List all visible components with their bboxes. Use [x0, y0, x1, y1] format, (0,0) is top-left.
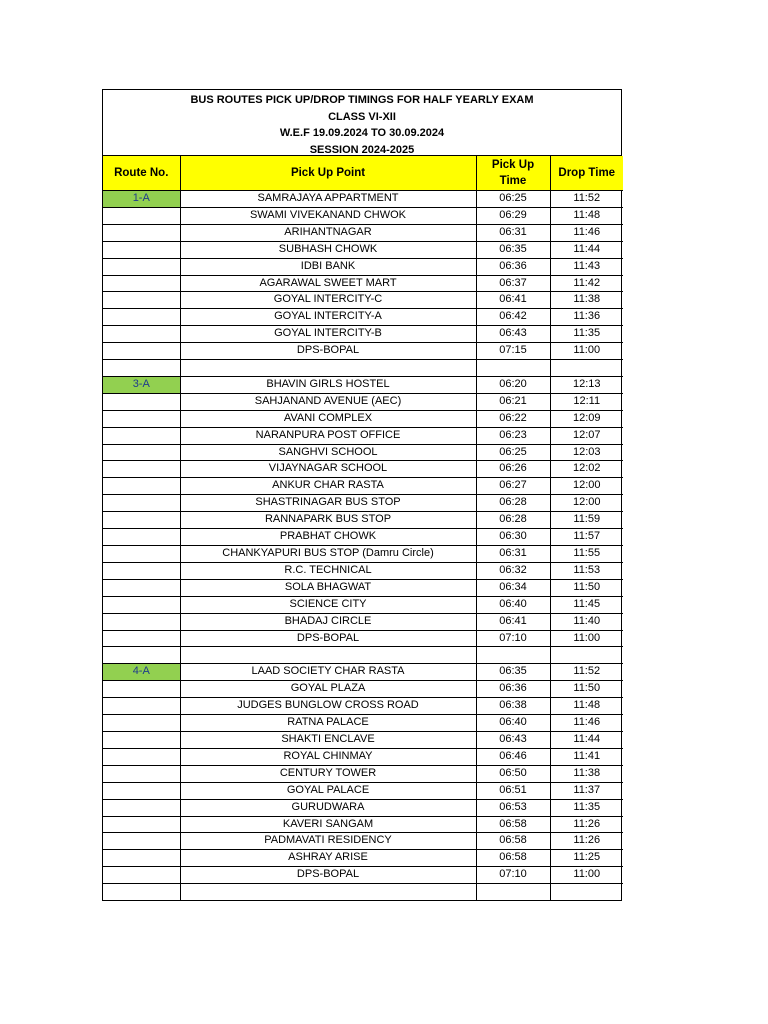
- pickup-point-cell: SOLA BHAGWAT: [180, 579, 476, 596]
- route-no-cell: [103, 647, 180, 664]
- route-rows: [103, 191, 623, 901]
- column-header-row: [103, 156, 623, 191]
- drop-time-cell: 11:48: [550, 698, 623, 715]
- drop-time-cell: 11:25: [550, 850, 623, 867]
- table-row: [103, 495, 623, 512]
- pickup-time-cell: 06:21: [476, 393, 550, 410]
- route-table: [103, 156, 623, 900]
- route-no-cell: [103, 393, 180, 410]
- pickup-time-cell: 06:23: [476, 427, 550, 444]
- drop-time-cell: 11:52: [550, 664, 623, 681]
- pickup-time-cell: 06:30: [476, 529, 550, 546]
- table-row: [103, 562, 623, 579]
- route-no-cell: [103, 698, 180, 715]
- drop-time-cell: 11:50: [550, 579, 623, 596]
- route-no-cell: [103, 799, 180, 816]
- drop-time-cell: 11:46: [550, 715, 623, 732]
- pickup-time-cell: 06:28: [476, 512, 550, 529]
- table-row: [103, 664, 623, 681]
- pickup-point-cell: DPS-BOPAL: [180, 867, 476, 884]
- route-no-cell: [103, 765, 180, 782]
- pickup-time-cell: 07:10: [476, 867, 550, 884]
- drop-time-cell: 12:03: [550, 444, 623, 461]
- pickup-time-cell: 06:22: [476, 410, 550, 427]
- table-row: [103, 884, 623, 900]
- table-row: [103, 867, 623, 884]
- route-no-cell: [103, 833, 180, 850]
- drop-time-header: Drop Time: [550, 156, 623, 191]
- drop-time-cell: 11:44: [550, 241, 623, 258]
- pickup-time-cell: 06:25: [476, 444, 550, 461]
- drop-time-cell: 11:46: [550, 224, 623, 241]
- route-no-cell: [103, 478, 180, 495]
- drop-time-cell: 11:45: [550, 596, 623, 613]
- pickup-point-cell: ANKUR CHAR RASTA: [180, 478, 476, 495]
- drop-time-cell: 11:48: [550, 207, 623, 224]
- pickup-time-cell: 06:35: [476, 241, 550, 258]
- table-row: [103, 309, 623, 326]
- pickup-point-cell: JUDGES BUNGLOW CROSS ROAD: [180, 698, 476, 715]
- drop-time-cell: [550, 647, 623, 664]
- route-no-cell: 1-A: [103, 191, 180, 208]
- route-no-cell: [103, 343, 180, 360]
- pickup-time-cell: [476, 647, 550, 664]
- pickup-time-cell: 06:40: [476, 715, 550, 732]
- pickup-time-cell: 06:37: [476, 275, 550, 292]
- drop-time-cell: 12:00: [550, 478, 623, 495]
- pickup-point-cell: DPS-BOPAL: [180, 630, 476, 647]
- drop-time-cell: 11:43: [550, 258, 623, 275]
- pickup-time-cell: 06:36: [476, 681, 550, 698]
- route-no-cell: [103, 275, 180, 292]
- table-row: [103, 207, 623, 224]
- route-no-cell: [103, 529, 180, 546]
- route-no-cell: [103, 715, 180, 732]
- drop-time-cell: 11:44: [550, 731, 623, 748]
- drop-time-cell: [550, 360, 623, 377]
- pickup-point-cell: GOYAL INTERCITY-B: [180, 326, 476, 343]
- pickup-time-cell: 06:41: [476, 292, 550, 309]
- table-row: [103, 715, 623, 732]
- table-row: [103, 444, 623, 461]
- table-row: [103, 782, 623, 799]
- pickup-point-cell: AGARAWAL SWEET MART: [180, 275, 476, 292]
- drop-time-cell: 12:00: [550, 495, 623, 512]
- pickup-point-cell: SAMRAJAYA APPARTMENT: [180, 191, 476, 208]
- route-no-cell: [103, 360, 180, 377]
- pickup-time-header: [476, 156, 550, 191]
- pickup-point-cell: PRABHAT CHOWK: [180, 529, 476, 546]
- pickup-point-cell: PADMAVATI RESIDENCY: [180, 833, 476, 850]
- pickup-time-cell: 06:50: [476, 765, 550, 782]
- drop-time-cell: 11:37: [550, 782, 623, 799]
- drop-time-cell: 11:42: [550, 275, 623, 292]
- route-no-cell: [103, 461, 180, 478]
- pickup-time-cell: 06:32: [476, 562, 550, 579]
- table-row: [103, 427, 623, 444]
- pickup-point-cell: ASHRAY ARISE: [180, 850, 476, 867]
- route-no-cell: [103, 867, 180, 884]
- table-row: [103, 512, 623, 529]
- route-no-cell: [103, 731, 180, 748]
- pickup-time-cell: 07:15: [476, 343, 550, 360]
- drop-time-cell: 11:26: [550, 816, 623, 833]
- route-no-cell: [103, 258, 180, 275]
- table-row: [103, 275, 623, 292]
- route-no-cell: [103, 579, 180, 596]
- pickup-time-cell: 06:58: [476, 816, 550, 833]
- session-line: SESSION 2024-2025: [309, 143, 415, 156]
- pickup-time-cell: 06:51: [476, 782, 550, 799]
- pickup-time-cell: 06:38: [476, 698, 550, 715]
- table-row: [103, 258, 623, 275]
- title-block: [103, 90, 621, 156]
- pickup-time-cell: 06:20: [476, 376, 550, 393]
- drop-time-cell: 11:38: [550, 292, 623, 309]
- pickup-point-cell: GOYAL PLAZA: [180, 681, 476, 698]
- table-row: [103, 647, 623, 664]
- pickup-time-cell: 07:10: [476, 630, 550, 647]
- pickup-time-cell: 06:40: [476, 596, 550, 613]
- pickup-point-cell: SANGHVI SCHOOL: [180, 444, 476, 461]
- timetable-sheet: [102, 89, 622, 901]
- pickup-point-cell: GURUDWARA: [180, 799, 476, 816]
- pickup-time-cell: 06:58: [476, 833, 550, 850]
- pickup-point-cell: SAHJANAND AVENUE (AEC): [180, 393, 476, 410]
- drop-time-cell: 11:55: [550, 546, 623, 563]
- pickup-time-cell: 06:36: [476, 258, 550, 275]
- table-row: [103, 579, 623, 596]
- pickup-point-cell: BHADAJ CIRCLE: [180, 613, 476, 630]
- pickup-point-cell: [180, 647, 476, 664]
- drop-time-cell: 11:35: [550, 326, 623, 343]
- drop-time-cell: 11:26: [550, 833, 623, 850]
- route-no-cell: [103, 562, 180, 579]
- pickup-point-cell: NARANPURA POST OFFICE: [180, 427, 476, 444]
- pickup-point-cell: IDBI BANK: [180, 258, 476, 275]
- pickup-point-cell: VIJAYNAGAR SCHOOL: [180, 461, 476, 478]
- pickup-time-cell: 06:43: [476, 731, 550, 748]
- drop-time-cell: 11:53: [550, 562, 623, 579]
- table-row: [103, 224, 623, 241]
- table-row: [103, 816, 623, 833]
- pickup-time-cell: 06:31: [476, 546, 550, 563]
- pickup-point-header: Pick Up Point: [180, 156, 476, 191]
- table-row: [103, 698, 623, 715]
- pickup-point-cell: GOYAL PALACE: [180, 782, 476, 799]
- drop-time-cell: 11:36: [550, 309, 623, 326]
- table-row: [103, 241, 623, 258]
- pickup-time-cell: 06:29: [476, 207, 550, 224]
- drop-time-cell: 12:11: [550, 393, 623, 410]
- pickup-point-cell: GOYAL INTERCITY-C: [180, 292, 476, 309]
- route-no-cell: [103, 596, 180, 613]
- drop-time-cell: 11:41: [550, 748, 623, 765]
- pickup-point-cell: SHASTRINAGAR BUS STOP: [180, 495, 476, 512]
- route-no-cell: [103, 850, 180, 867]
- pickup-time-header-line2: Time: [499, 175, 527, 187]
- date-range-line: W.E.F 19.09.2024 TO 30.09.2024: [279, 127, 445, 139]
- drop-time-cell: 11:00: [550, 343, 623, 360]
- route-no-cell: [103, 495, 180, 512]
- pickup-point-cell: [180, 360, 476, 377]
- pickup-time-cell: 06:58: [476, 850, 550, 867]
- table-row: [103, 478, 623, 495]
- route-no-cell: [103, 630, 180, 647]
- route-no-cell: [103, 681, 180, 698]
- table-row: [103, 681, 623, 698]
- pickup-point-cell: SHAKTI ENCLAVE: [180, 731, 476, 748]
- pickup-time-cell: 06:35: [476, 664, 550, 681]
- route-no-cell: [103, 512, 180, 529]
- pickup-time-cell: 06:34: [476, 579, 550, 596]
- route-no-cell: [103, 309, 180, 326]
- pickup-point-cell: CENTURY TOWER: [180, 765, 476, 782]
- table-row: [103, 360, 623, 377]
- table-row: [103, 596, 623, 613]
- table-row: [103, 799, 623, 816]
- table-row: [103, 393, 623, 410]
- pickup-point-cell: SCIENCE CITY: [180, 596, 476, 613]
- table-row: [103, 529, 623, 546]
- pickup-point-cell: RANNAPARK BUS STOP: [180, 512, 476, 529]
- route-no-cell: [103, 444, 180, 461]
- pickup-time-header-line1: Pick Up: [491, 159, 535, 171]
- route-no-cell: [103, 613, 180, 630]
- drop-time-cell: 11:50: [550, 681, 623, 698]
- route-no-cell: [103, 207, 180, 224]
- pickup-point-cell: R.C. TECHNICAL: [180, 562, 476, 579]
- drop-time-cell: 11:35: [550, 799, 623, 816]
- pickup-time-cell: 06:42: [476, 309, 550, 326]
- class-line: CLASS VI-XII: [328, 110, 396, 123]
- pickup-time-cell: [476, 360, 550, 377]
- route-no-cell: [103, 224, 180, 241]
- route-no-cell: [103, 782, 180, 799]
- route-no-cell: 3-A: [103, 376, 180, 393]
- table-row: [103, 850, 623, 867]
- table-row: [103, 765, 623, 782]
- drop-time-cell: 12:02: [550, 461, 623, 478]
- pickup-point-cell: BHAVIN GIRLS HOSTEL: [180, 376, 476, 393]
- pickup-time-cell: 06:46: [476, 748, 550, 765]
- pickup-point-cell: ARIHANTNAGAR: [180, 224, 476, 241]
- route-no-cell: [103, 546, 180, 563]
- pickup-time-cell: [476, 884, 550, 900]
- table-row: [103, 613, 623, 630]
- pickup-point-cell: SWAMI VIVEKANAND CHWOK: [180, 207, 476, 224]
- drop-time-cell: 12:07: [550, 427, 623, 444]
- pickup-point-cell: CHANKYAPURI BUS STOP (Damru Circle): [180, 546, 476, 563]
- drop-time-cell: 12:13: [550, 376, 623, 393]
- pickup-time-cell: 06:31: [476, 224, 550, 241]
- pickup-point-cell: RATNA PALACE: [180, 715, 476, 732]
- drop-time-cell: 12:09: [550, 410, 623, 427]
- route-no-cell: [103, 748, 180, 765]
- pickup-time-cell: 06:53: [476, 799, 550, 816]
- route-no-cell: [103, 410, 180, 427]
- pickup-time-cell: 06:26: [476, 461, 550, 478]
- table-row: [103, 461, 623, 478]
- drop-time-cell: 11:59: [550, 512, 623, 529]
- pickup-point-cell: GOYAL INTERCITY-A: [180, 309, 476, 326]
- route-no-cell: [103, 427, 180, 444]
- drop-time-cell: [550, 884, 623, 900]
- pickup-point-cell: DPS-BOPAL: [180, 343, 476, 360]
- route-no-cell: [103, 884, 180, 900]
- pickup-time-cell: 06:27: [476, 478, 550, 495]
- pickup-point-cell: AVANI COMPLEX: [180, 410, 476, 427]
- route-no-header: Route No.: [103, 156, 180, 191]
- pickup-time-cell: 06:43: [476, 326, 550, 343]
- table-row: [103, 326, 623, 343]
- table-row: [103, 546, 623, 563]
- title-line: BUS ROUTES PICK UP/DROP TIMINGS FOR HALF YEARLY EXAM: [190, 94, 534, 106]
- table-row: [103, 748, 623, 765]
- drop-time-cell: 11:40: [550, 613, 623, 630]
- table-row: [103, 376, 623, 393]
- table-row: [103, 833, 623, 850]
- pickup-point-cell: ROYAL CHINMAY: [180, 748, 476, 765]
- route-no-cell: [103, 292, 180, 309]
- pickup-point-cell: KAVERI SANGAM: [180, 816, 476, 833]
- route-no-cell: 4-A: [103, 664, 180, 681]
- drop-time-cell: 11:38: [550, 765, 623, 782]
- drop-time-cell: 11:52: [550, 191, 623, 208]
- route-no-cell: [103, 326, 180, 343]
- pickup-point-cell: SUBHASH CHOWK: [180, 241, 476, 258]
- pickup-point-cell: LAAD SOCIETY CHAR RASTA: [180, 664, 476, 681]
- pickup-time-cell: 06:41: [476, 613, 550, 630]
- route-no-cell: [103, 241, 180, 258]
- table-row: [103, 630, 623, 647]
- pickup-time-cell: 06:25: [476, 191, 550, 208]
- drop-time-cell: 11:00: [550, 630, 623, 647]
- pickup-point-cell: [180, 884, 476, 900]
- drop-time-cell: 11:00: [550, 867, 623, 884]
- pickup-time-cell: 06:28: [476, 495, 550, 512]
- route-no-cell: [103, 816, 180, 833]
- table-row: [103, 292, 623, 309]
- table-row: [103, 343, 623, 360]
- drop-time-cell: 11:57: [550, 529, 623, 546]
- table-row: [103, 731, 623, 748]
- table-row: [103, 191, 623, 208]
- table-row: [103, 410, 623, 427]
